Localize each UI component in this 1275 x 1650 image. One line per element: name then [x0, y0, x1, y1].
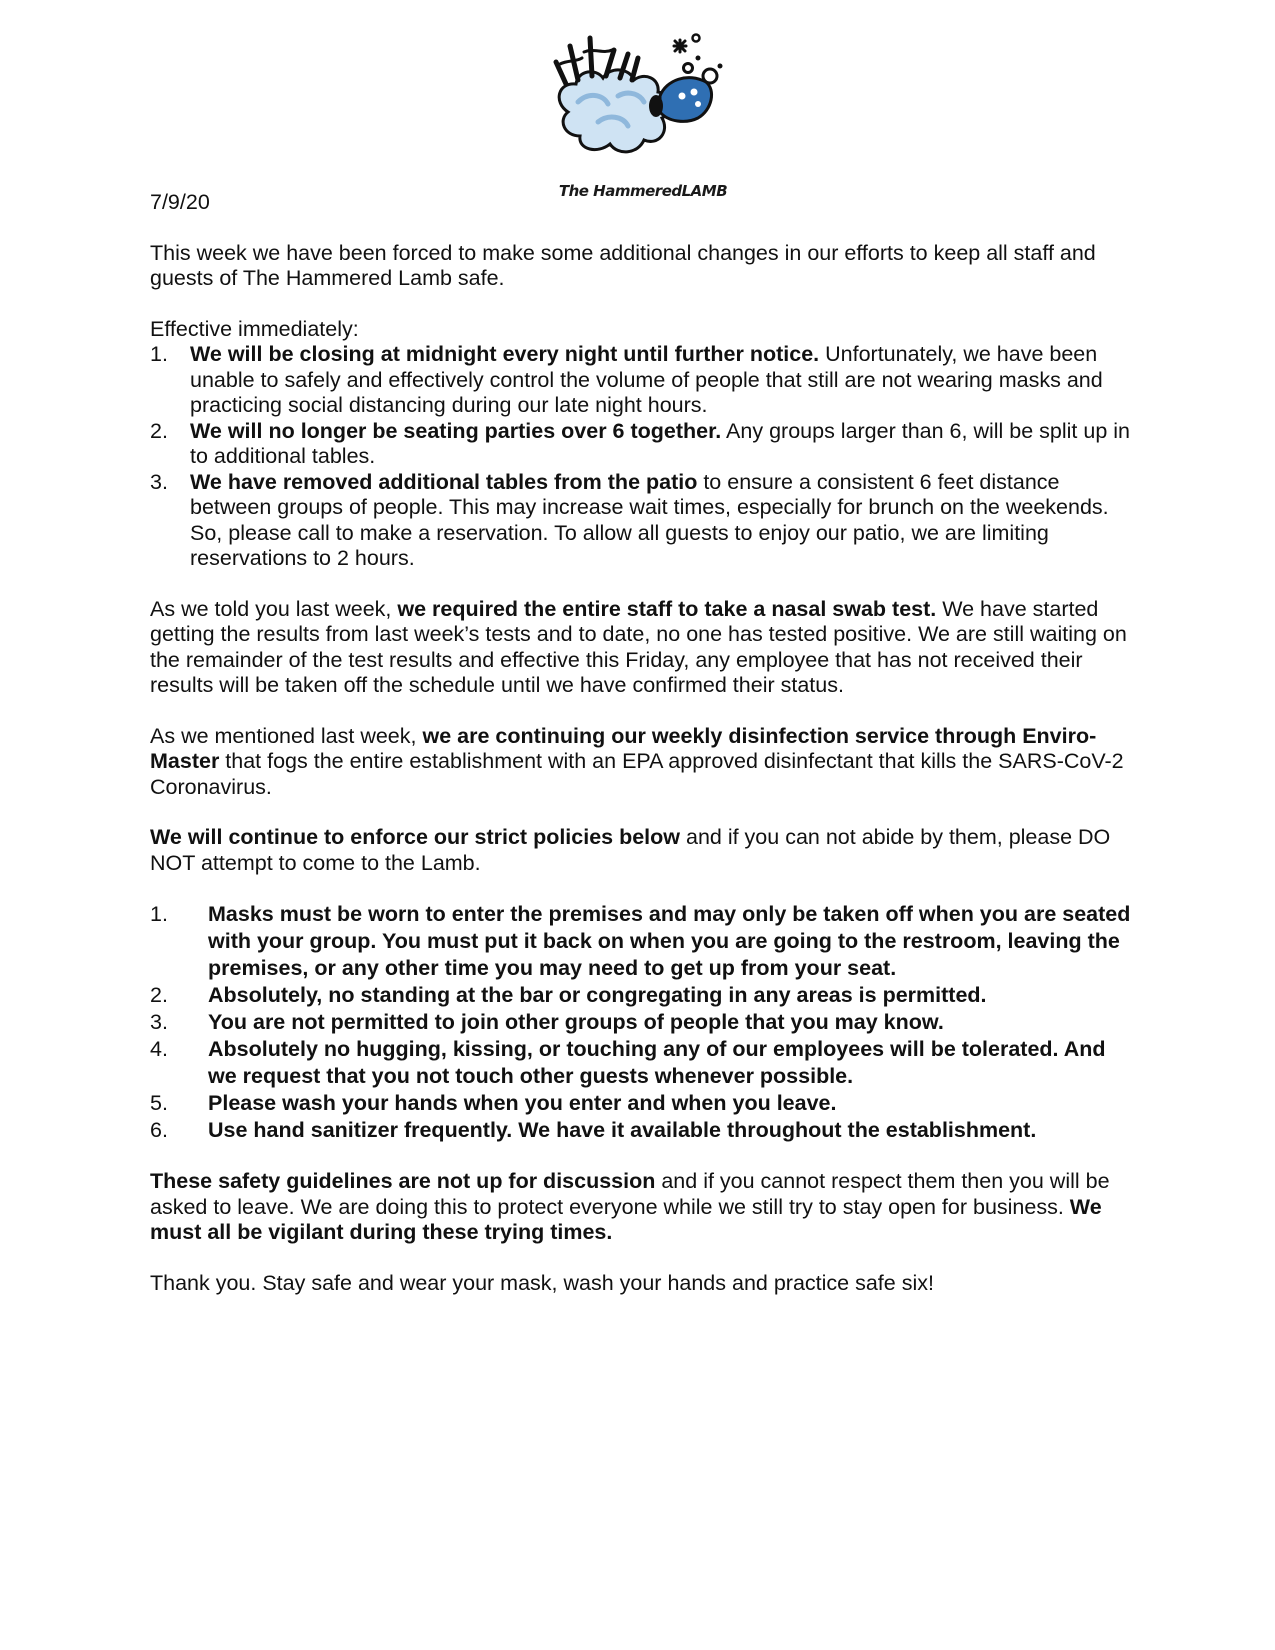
policy-text: Please wash your hands when you enter and when you leave. [208, 1091, 837, 1115]
change-detail: Any groups larger than 6, will be split up in to additional tables. [190, 418, 1130, 468]
policies-list [150, 901, 1140, 1144]
change-detail: Unfortunately, we have been unable to safely and effectively control the volume of people that still are not wearing masks and practicing social distancing during our late night hours. [190, 342, 1103, 417]
guidelines-bold-1: These safety guidelines are not up for discussion [150, 1169, 656, 1193]
logo-text: The HammeredLAMB [558, 182, 728, 200]
change-headline: We have removed additional tables from the patio [190, 469, 698, 494]
intro-paragraph: This week we have been forced to make some additional changes in our efforts to keep all staff and guests of The Hammered Lamb safe. [150, 240, 1096, 290]
enforce-paragraph [150, 825, 1140, 876]
swab-post: We have started getting the results from last week’s tests and to date, no one has tested positive. We are still waiting on the remainder of the test results and effective this Friday, any employee that has not received their results will be taken off the schedule until we have confirmed their status. [150, 596, 1127, 697]
disinfection-bold: we are continuing our weekly disinfection service through Enviro-Master [150, 723, 1097, 773]
letter-body [150, 190, 1140, 1296]
list-number: 3. [150, 469, 168, 494]
list-number: 4. [150, 1037, 168, 1061]
policy-text: Use hand sanitizer frequently. We have it available throughout the establishment. [208, 1118, 1037, 1142]
list-item [150, 982, 1140, 1009]
swab-pre: As we told you last week, [150, 596, 398, 621]
disinfection-pre: As we mentioned last week, [150, 723, 423, 748]
effective-label: Effective immediately: [150, 316, 359, 341]
list-number: 1. [150, 902, 168, 926]
change-headline: We will no longer be seating parties over 6 together. [190, 418, 722, 443]
list-number: 2. [150, 418, 168, 443]
list-number: 1. [150, 342, 168, 366]
lamb-icon [548, 32, 738, 182]
list-number: 2. [150, 983, 168, 1007]
list-number: 6. [150, 1118, 168, 1142]
list-item [150, 1009, 1140, 1036]
list-item [150, 342, 1140, 419]
disinfection-paragraph [150, 724, 1140, 801]
swab-bold: we required the entire staff to take a nasal swab test. [397, 596, 937, 621]
change-detail: to ensure a consistent 6 feet distance between groups of people. This may increase wait times, especially for brunch on the weekends. So, please call to make a reservation. To allow all guests to enjoy our patio, we are limiting reservations to 2 hours. [190, 469, 1109, 570]
list-item [150, 1036, 1140, 1090]
list-item [150, 1117, 1140, 1144]
policy-text: Masks must be worn to enter the premises and may only be taken off when you are seated with your group. You must put it back on when you are going to the restroom, leaving the premises, or any other time you may need to get up from your seat. [208, 902, 1131, 980]
change-headline: We will be closing at midnight every night until further notice. [190, 342, 820, 366]
guidelines-mid: and if you cannot respect them then you will be asked to leave. We are doing this to protect everyone while we still try to stay open for business. [150, 1169, 1110, 1219]
list-number: 3. [150, 1010, 168, 1034]
policy-text: Absolutely no hugging, kissing, or touching any of our employees will be tolerated. And we request that you not touch other guests whenever possible. [208, 1037, 1106, 1088]
list-item [150, 419, 1140, 470]
disinfection-post: that fogs the entire establishment with an EPA approved disinfectant that kills the SARS-CoV-2 Coronavirus. [150, 749, 1124, 799]
guidelines-bold-2: We must all be vigilant during these trying times. [150, 1194, 1102, 1244]
closing-line: Thank you. Stay safe and wear your mask, wash your hands and practice safe six! [150, 1270, 934, 1295]
enforce-bold: We will continue to enforce our strict policies below [150, 825, 681, 849]
guidelines-paragraph [150, 1169, 1140, 1246]
swab-test-paragraph [150, 597, 1140, 699]
letter-date: 7/9/20 [150, 190, 210, 214]
list-number: 5. [150, 1091, 168, 1115]
list-item [150, 901, 1140, 982]
list-item [150, 1090, 1140, 1117]
list-item [150, 470, 1140, 572]
policy-text: You are not permitted to join other groups of people that you may know. [208, 1010, 944, 1034]
enforce-post: and if you can not abide by them, please DO NOT attempt to come to the Lamb. [150, 825, 1111, 875]
changes-list [150, 342, 1140, 572]
policy-text: Absolutely, no standing at the bar or congregating in any areas is permitted. [208, 983, 987, 1007]
hammered-lamb-logo [548, 32, 738, 210]
